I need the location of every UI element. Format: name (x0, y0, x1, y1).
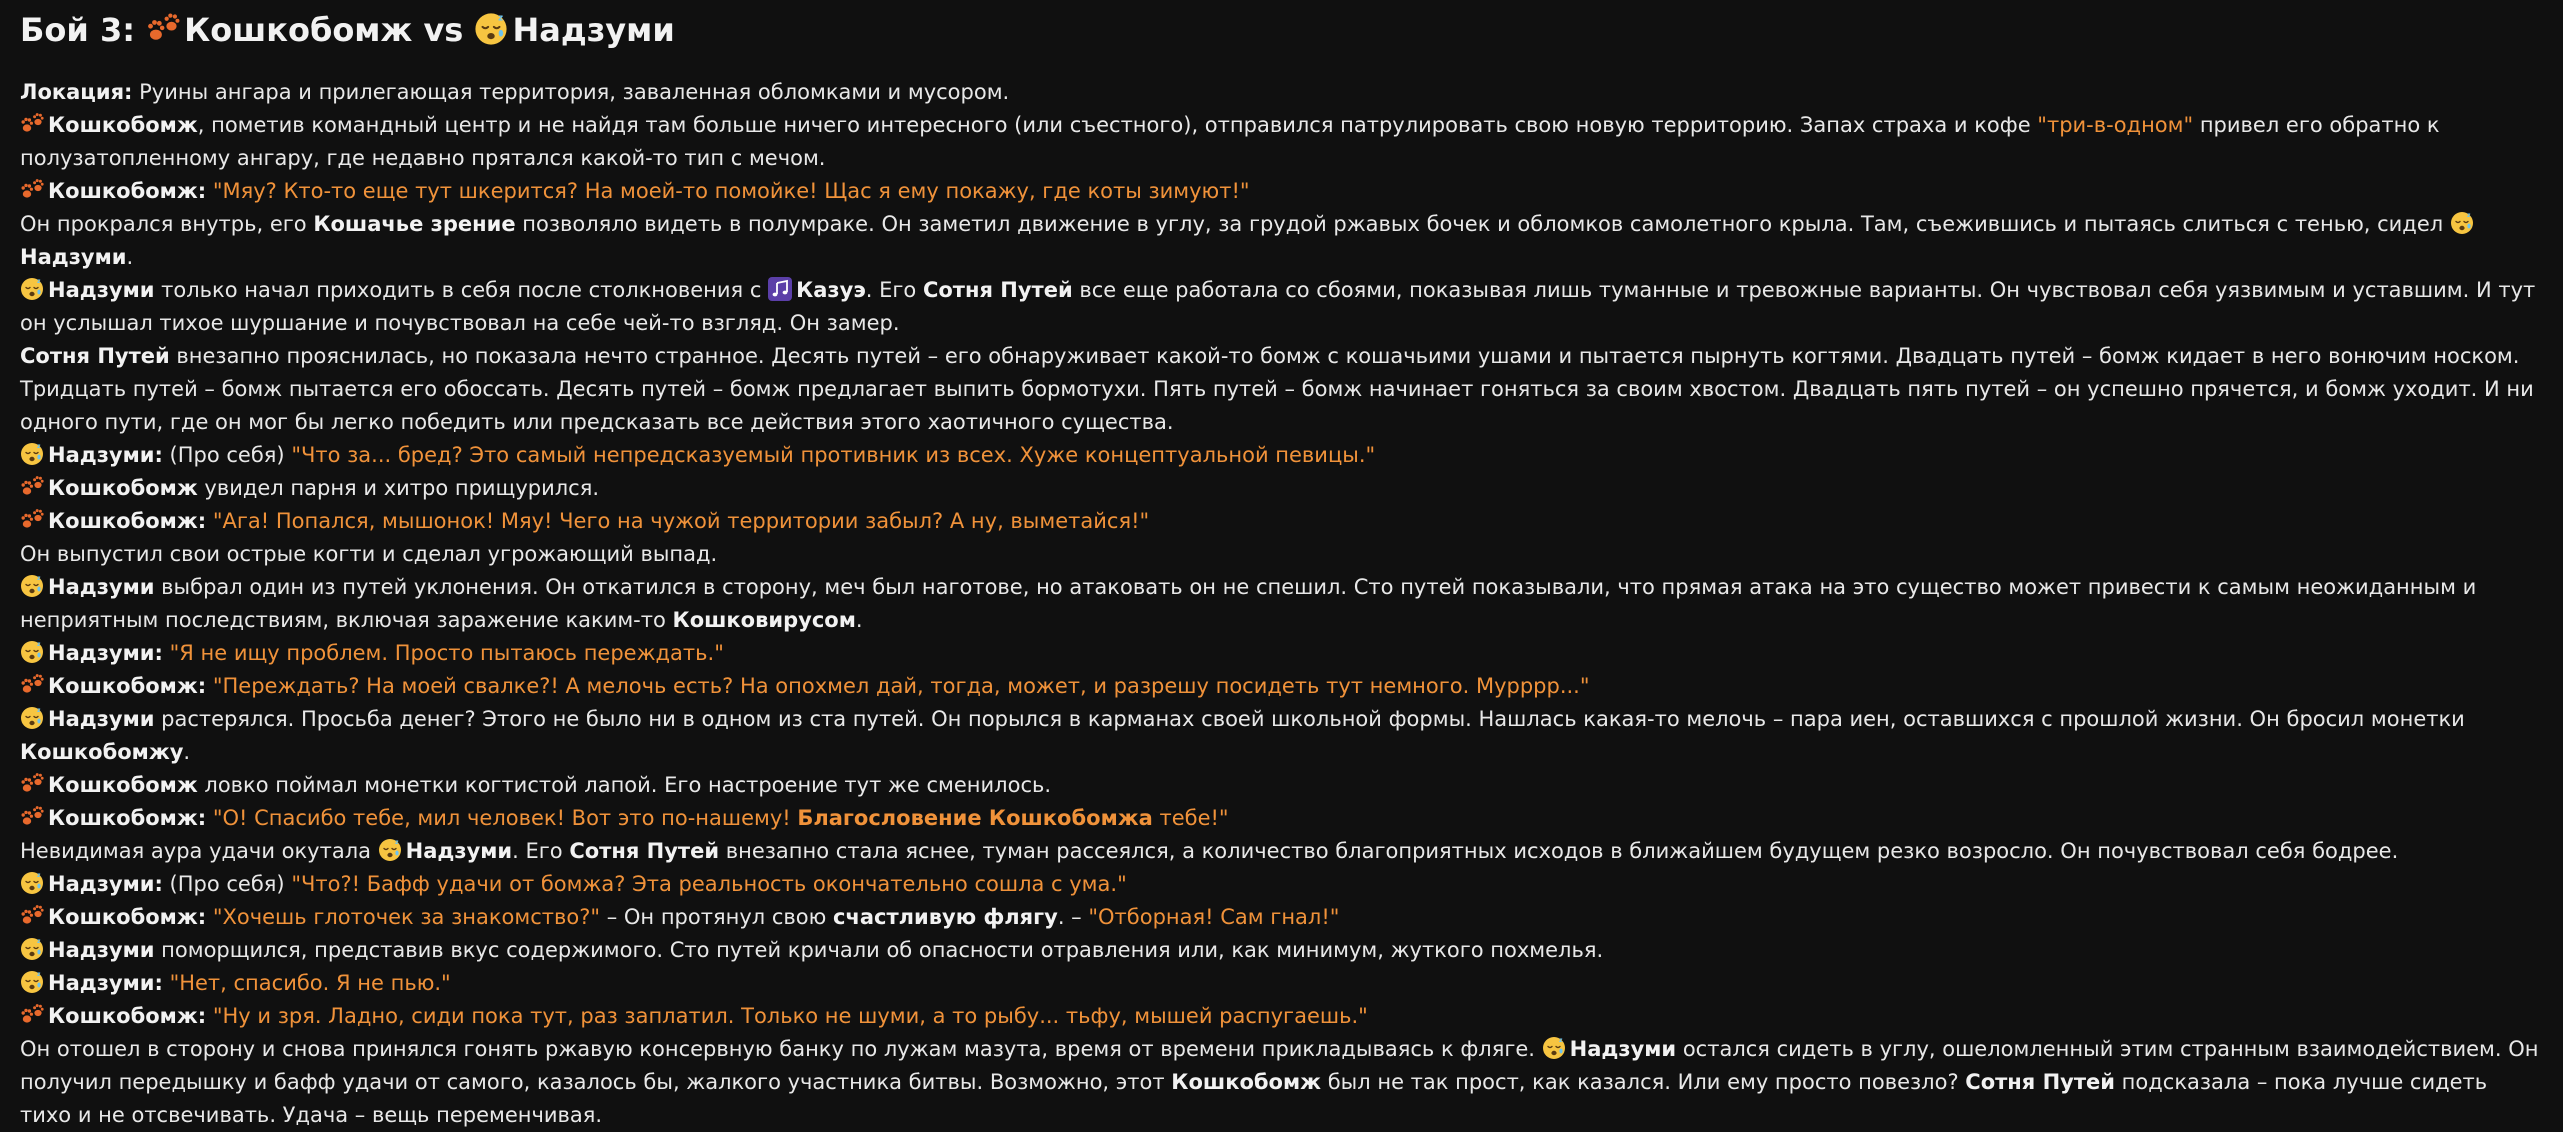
story-line (20, 76, 2543, 109)
dialogue-quote: "Я не ищу проблем. Просто пытаюсь переждать." (169, 641, 724, 665)
bold-term: Кошкобомж: (48, 509, 207, 533)
paw-prints-icon (20, 1003, 44, 1027)
narration-text: . – (1057, 905, 1089, 929)
story-line (20, 571, 2543, 637)
narration-text (163, 971, 170, 995)
dialogue-quote-bold: Благословение Кошкобомжа (797, 806, 1153, 830)
sleepy-face-icon (20, 970, 44, 994)
bold-term: Надзуми (20, 245, 127, 269)
narration-text: . (126, 245, 134, 269)
narration-text (206, 509, 213, 533)
narration-text (206, 1004, 213, 1028)
bold-term: Надзуми: (48, 641, 163, 665)
title-prefix: Бой 3: (20, 11, 135, 49)
story-line (20, 109, 2543, 175)
paw-prints-icon (20, 673, 44, 697)
bold-term: Надзуми (48, 938, 155, 962)
narration-text: . Его (512, 839, 570, 863)
narration-text: (Про себя) (162, 443, 292, 467)
narration-text: – Он протянул свою (600, 905, 833, 929)
bold-term: Сотня Путей (569, 839, 720, 863)
narration-text: позволяло видеть в полумраке. Он заметил движение в углу, за грудой ржавых бочек и обломков самолетного крыла. Там, съежившись и пытаясь слиться с тенью, сидел (515, 212, 2450, 236)
narration-text: выбрал один из путей уклонения. Он откатился в сторону, меч был наготове, но атаковать он не спешил. Сто путей показывали, что прямая атака на это существо может привести к самым неожиданным и неприятным последствиям, включая заражение каким-то (20, 575, 2477, 632)
story-line (20, 472, 2543, 505)
story-line (20, 835, 2543, 868)
dialogue-quote: "Отборная! Сам гнал!" (1088, 905, 1340, 929)
story-line (20, 670, 2543, 703)
story-line (20, 934, 2543, 967)
story-line (20, 208, 2543, 274)
sleepy-face-icon (20, 937, 44, 961)
narration-text: . (855, 608, 863, 632)
bold-term: Кошкобомж (48, 476, 198, 500)
paw-prints-icon (20, 805, 44, 829)
bold-term: Надзуми (48, 707, 155, 731)
sleepy-face-icon (474, 12, 508, 46)
story-line (20, 868, 2543, 901)
bold-term: Надзуми: (48, 443, 163, 467)
paw-prints-icon (20, 508, 44, 532)
narration-text: внезапно прояснилась, но показала нечто странное. Десять путей – его обнаруживает какой-то бомж с кошачьими ушами и пытается пырнуть когтями. Двадцать путей – бомж кидает в него вонючим носком. Тридцать путей – бомж пытается его обоссать. Десять путей – бомж предлагает выпить бормотухи. Пять путей – бомж начинает гоняться за своим хвостом. Двадцать пять путей – он успешно прячется, и бомж уходит. И ни одного пути, где он мог бы легко победить или предсказать все действия этого хаотичного существа. (20, 344, 2534, 434)
bold-term: Надзуми (405, 839, 513, 863)
bold-term: Кошкобомж (48, 773, 198, 797)
sleepy-face-icon (20, 574, 44, 598)
paw-prints-icon (146, 12, 180, 46)
sleepy-face-icon (20, 871, 44, 895)
narration-text: увидел парня и хитро прищурился. (197, 476, 600, 500)
bold-term: Кошкобомж: (48, 806, 207, 830)
dialogue-quote: "три-в-одном" (2037, 113, 2194, 137)
story-line (20, 340, 2543, 439)
title-vs: vs (423, 11, 464, 49)
bold-term: Кошкобомж: (48, 905, 207, 929)
bold-term: Кошковирусом (672, 608, 856, 632)
paw-prints-icon (20, 772, 44, 796)
narration-text: привел его обратно к полузатопленному ангару, где недавно прятался какой-то тип с мечом. (20, 113, 2440, 170)
sleepy-face-icon (378, 838, 402, 862)
bold-term: Сотня Путей (1965, 1070, 2115, 1094)
narration-text: . (183, 740, 191, 764)
musical-notes-icon (768, 277, 792, 301)
bold-term: Сотня Путей (20, 344, 170, 368)
story-line (20, 637, 2543, 670)
bold-term: Кошачье зрение (313, 212, 516, 236)
narration-text: все еще работала со сбоями, показывая лишь туманные и тревожные варианты. Он чувствовал себя уязвимым и уставшим. И тут он услышал тихое шуршание и почувствовал на себе чей-то взгляд. Он замер. (20, 278, 2536, 335)
bold-term: счастливую флягу (833, 905, 1058, 929)
dialogue-quote: "Нет, спасибо. Я не пью." (169, 971, 451, 995)
story-line (20, 538, 2543, 571)
paw-prints-icon (20, 475, 44, 499)
bold-term: Надзуми: (48, 971, 163, 995)
narration-text: Он выпустил свои острые когти и сделал угрожающий выпад. (20, 542, 718, 566)
bold-term: Кошкобомжу (20, 740, 184, 764)
narration-text: поморщился, представив вкус содержимого. Сто путей кричали об опасности отравления или, как минимум, жуткого похмелья. (154, 938, 1604, 962)
bold-term: Кошкобомж (1171, 1070, 1322, 1094)
narration-text: . Его (865, 278, 923, 302)
narration-text: внезапно стала яснее, туман рассеялся, а количество благоприятных исходов в ближайшем будущем резко возросло. Он почувствовал себя бодрее. (719, 839, 2399, 863)
bold-term: Кошкобомж: (48, 1004, 207, 1028)
dialogue-quote: "Ага! Попался, мышонок! Мяу! Чего на чужой территории забыл? А ну, выметайся!" (212, 509, 1150, 533)
paw-prints-icon (20, 178, 44, 202)
story-line (20, 1033, 2543, 1132)
narration-text: Он отошел в сторону и снова принялся гонять ржавую консервную банку по лужам мазута, время от времени прикладываясь к фляге. (20, 1037, 1542, 1061)
narration-text (206, 674, 213, 698)
narration-text: растерялся. Просьба денег? Этого не было ни в одном из ста путей. Он порылся в карманах своей школьной формы. Нашлась какая-то мелочь – пара иен, оставшихся с прошлой жизни. Он бросил монетки (154, 707, 2465, 731)
dialogue-quote: "О! Спасибо тебе, мил человек! Вот это по-нашему! (212, 806, 798, 830)
sleepy-face-icon (2450, 211, 2474, 235)
sleepy-face-icon (20, 442, 44, 466)
paw-prints-icon (20, 112, 44, 136)
sleepy-face-icon (1542, 1036, 1566, 1060)
bold-term: Кошкобомж (48, 113, 198, 137)
bold-term: Казуэ (796, 278, 866, 302)
narration-text: (Про себя) (162, 872, 292, 896)
story-line (20, 703, 2543, 769)
dialogue-quote: "Что?! Бафф удачи от бомжа? Эта реальность окончательно сошла с ума." (291, 872, 1127, 896)
narration-text (163, 641, 170, 665)
narration-text: только начал приходить в себя после столкновения с (154, 278, 769, 302)
narration-text (206, 179, 213, 203)
story-line (20, 439, 2543, 472)
dialogue-quote: "Ну и зря. Ладно, сиди пока тут, раз заплатил. Только не шуми, а то рыбу... тьфу, мышей распугаешь." (212, 1004, 1368, 1028)
bold-term: Кошкобомж: (48, 179, 207, 203)
narration-text: ловко поймал монетки когтистой лапой. Его настроение тут же сменилось. (197, 773, 1052, 797)
page-title (20, 4, 2543, 56)
story-line (20, 802, 2543, 835)
title-fighter1: Кошкобомж (184, 11, 413, 49)
bold-term: Надзуми: (48, 872, 163, 896)
story-line (20, 1000, 2543, 1033)
story-line (20, 274, 2543, 340)
sleepy-face-icon (20, 706, 44, 730)
dialogue-quote: "Переждать? На моей свалке?! А мелочь есть? На опохмел дай, тогда, может, и разрешу посидеть тут немного. Мурррр..." (212, 674, 1590, 698)
sleepy-face-icon (20, 640, 44, 664)
story-line (20, 967, 2543, 1000)
title-fighter2: Надзуми (512, 11, 675, 49)
bold-term: Надзуми (48, 278, 155, 302)
dialogue-quote: тебе!" (1152, 806, 1229, 830)
narration-text: Он прокрался внутрь, его (20, 212, 314, 236)
dialogue-quote: "Что за... бред? Это самый непредсказуемый противник из всех. Хуже концептуальной певицы." (291, 443, 1376, 467)
bold-term: Сотня Путей (922, 278, 1073, 302)
dialogue-quote: "Мяу? Кто-то еще тут шкерится? На моей-то помойке! Щас я ему покажу, где коты зимуют!" (212, 179, 1250, 203)
narration-text (206, 806, 213, 830)
narration-text: остался сидеть в углу, ошеломленный этим странным взаимодействием. Он получил передышку и бафф удачи от самого, казалось бы, жалкого участника битвы. Возможно, этот (20, 1037, 2539, 1094)
story-body (20, 76, 2543, 1132)
narration-text: подсказала – пока лучше сидеть тихо и не отсвечивать. Удача – вещь переменчивая. (20, 1070, 2488, 1127)
story-line (20, 505, 2543, 538)
paw-prints-icon (20, 904, 44, 928)
bold-term: Надзуми (1569, 1037, 1677, 1061)
bold-term: Локация: (20, 80, 133, 104)
dialogue-quote: "Хочешь глоточек за знакомство?" (212, 905, 601, 929)
story-line (20, 769, 2543, 802)
narration-text: был не так прост, как казался. Или ему просто повезло? (1321, 1070, 1966, 1094)
sleepy-face-icon (20, 277, 44, 301)
narration-text: Невидимая аура удачи окутала (20, 839, 378, 863)
bold-term: Надзуми (48, 575, 155, 599)
story-line (20, 175, 2543, 208)
narration-text: , пометив командный центр и не найдя там больше ничего интересного (или съестного), отправился патрулировать свою новую территорию. Запах страха и кофе (197, 113, 2038, 137)
narration-text (206, 905, 213, 929)
bold-term: Кошкобомж: (48, 674, 207, 698)
story-line (20, 901, 2543, 934)
narration-text: Руины ангара и прилегающая территория, заваленная обломками и мусором. (132, 80, 1010, 104)
